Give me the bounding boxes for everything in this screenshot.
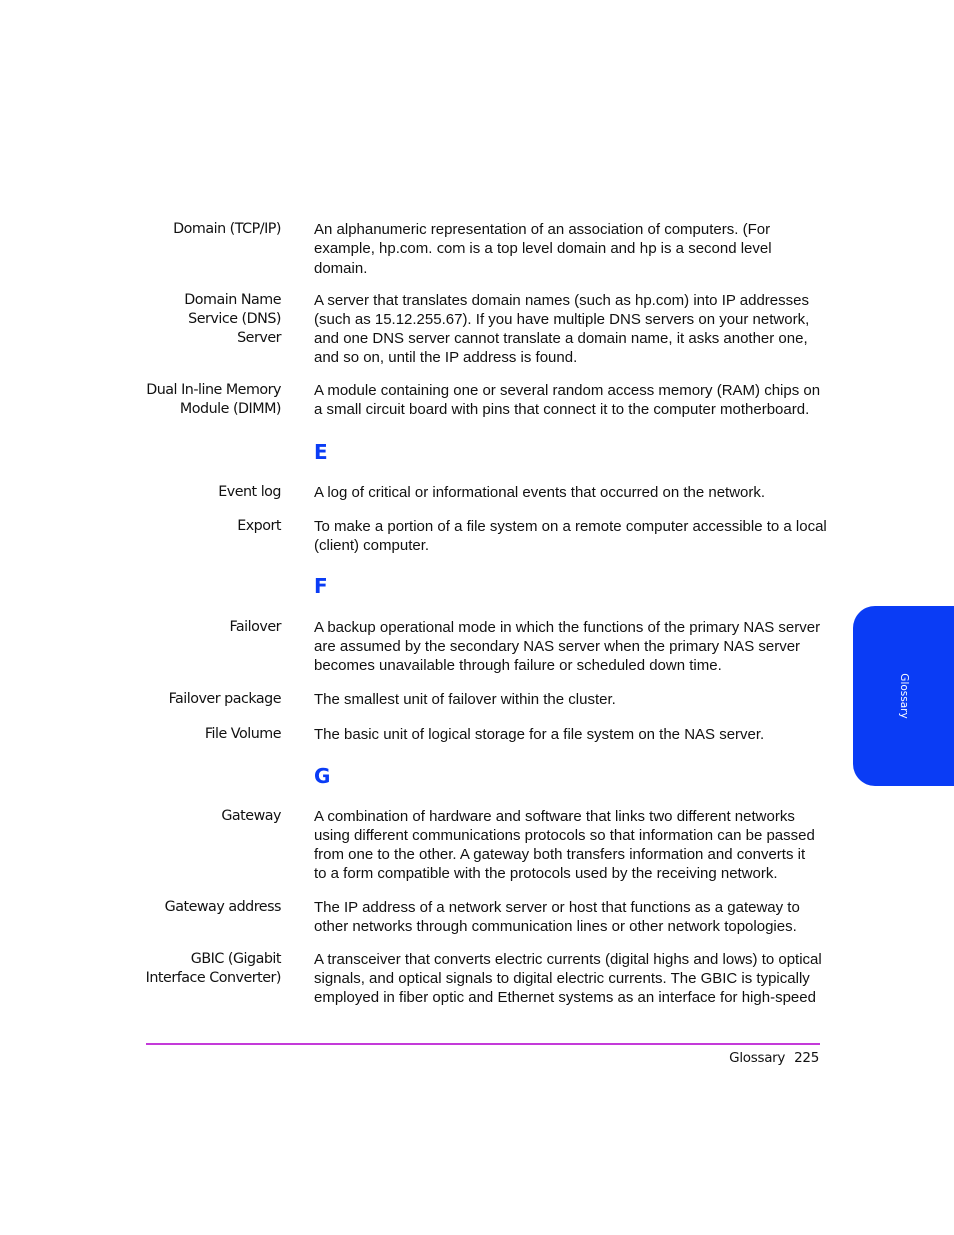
glossary-term [101,517,281,536]
definition-text: and one DNS server cannot translate a domain name, it asks another one, [314,330,808,347]
definition-line [314,690,820,709]
glossary-term [101,898,281,917]
term-line: GBIC (Gigabit [190,951,281,967]
definition-line [314,864,820,883]
definition-text: signals, and optical signals to digital electric currents. The GBIC is typically [314,970,810,987]
definition-line [314,329,820,348]
definition-line [314,310,820,329]
glossary-term [101,220,281,239]
glossary-term [101,291,281,348]
definition-text: from one to the other. A gateway both transfers information and converts it [314,846,806,863]
glossary-definition [314,291,820,367]
page-number: 225 [794,1050,819,1066]
term-line: Failover package [168,691,281,707]
term-line: Module (DIMM) [179,401,281,417]
definition-text: A backup operational mode in which the functions of the primary NAS server [314,619,821,636]
glossary-definition [314,690,820,709]
term-line: Domain (TCP/IP) [173,221,281,237]
definition-text: A log of critical or informational events that occurred on the network. [314,484,766,501]
definition-line [314,348,820,367]
definition-text: The smallest unit of failover within the cluster. [314,691,616,708]
definition-text: example, hp.com. [314,240,437,257]
glossary-definition [314,725,820,744]
definition-line [314,950,820,969]
term-line: Dual In-line Memory [146,382,281,398]
definition-line [314,807,820,826]
glossary-term [101,950,281,988]
definition-line [314,400,820,419]
definition-text: (client) computer. [314,537,430,554]
term-line: Gateway address [164,899,281,915]
definition-text: To make a portion of a file system on a remote computer accessible to a local [314,518,827,535]
definition-emphasis: hp [639,241,657,257]
definition-text: A combination of hardware and software that links two different networks [314,808,795,825]
definition-text: The IP address of a network server or host that functions as a gateway to [314,899,800,916]
definition-text: becomes unavailable through failure or scheduled down time. [314,657,722,674]
definition-line [314,381,820,400]
footer-section: Glossary [729,1050,786,1066]
section-letter-g: G [314,764,331,788]
definition-line [314,637,820,656]
definition-line [314,483,820,502]
definition-line [314,536,820,555]
glossary-term [101,483,281,502]
glossary-definition [314,618,820,675]
definition-text: is a second level [656,240,772,257]
definition-text: A server that translates domain names (such as hp.com) into IP addresses [314,292,809,309]
glossary-definition [314,517,827,555]
term-line: Server [237,330,281,346]
section-letter-e: E [314,440,328,464]
glossary-term [101,690,281,709]
term-line: Failover [229,619,281,635]
definition-text: employed in fiber optic and Ethernet systems as an interface for high-speed [314,989,816,1006]
definition-line [314,725,820,744]
definition-line [314,917,820,936]
definition-line [314,618,820,637]
definition-text: (such as 15.12.255.67). If you have multiple DNS servers on your network, [314,311,810,328]
definition-line [314,259,820,278]
section-letter-f: F [314,574,328,598]
page-footer [729,1048,819,1068]
definition-line [314,988,820,1007]
definition-line [314,656,820,675]
term-line: Service (DNS) [188,311,281,327]
glossary-term [101,725,281,744]
glossary-term [101,618,281,637]
term-line: Interface Converter) [145,970,281,986]
definition-text: An alphanumeric representation of an association of computers. (For [314,221,771,238]
term-line: Gateway [221,808,281,824]
definition-line [314,845,820,864]
definition-emphasis: com [436,241,466,257]
term-line: Domain Name [184,292,281,308]
definition-line [314,239,820,259]
definition-text: using different communications protocols so that information can be passed [314,827,815,844]
definition-text: are assumed by the secondary NAS server when the primary NAS server [314,638,801,655]
definition-line [314,291,820,310]
term-line: Export [237,518,281,534]
term-line: File Volume [204,726,281,742]
term-line: Event log [218,484,281,500]
definition-text: A transceiver that converts electric currents (digital highs and lows) to optical [314,951,822,968]
definition-text: to a form compatible with the protocols used by the receiving network. [314,865,778,882]
definition-text: The basic unit of logical storage for a file system on the NAS server. [314,726,765,743]
glossary-definition [314,898,820,936]
definition-text: A module containing one or several random access memory (RAM) chips on [314,382,821,399]
definition-text: and so on, until the IP address is found. [314,349,578,366]
definition-line [314,826,820,845]
glossary-definition [314,381,820,419]
definition-line [314,220,820,239]
glossary-definition [314,807,820,883]
glossary-definition [314,220,820,278]
glossary-term [101,807,281,826]
side-tab-label: Glossary [897,673,910,719]
footer-rule [146,1043,820,1045]
definition-text: other networks through communication lines or other network topologies. [314,918,797,935]
glossary-side-tab[interactable] [853,606,954,786]
definition-line [314,969,820,988]
glossary-definition [314,483,820,502]
definition-text: is a top level domain and [465,240,640,257]
definition-line [314,517,827,536]
definition-text: a small circuit board with pins that connect it to the computer motherboard. [314,401,810,418]
definition-line [314,898,820,917]
definition-text: domain. [314,260,368,277]
glossary-definition [314,950,820,1007]
glossary-term [101,381,281,419]
